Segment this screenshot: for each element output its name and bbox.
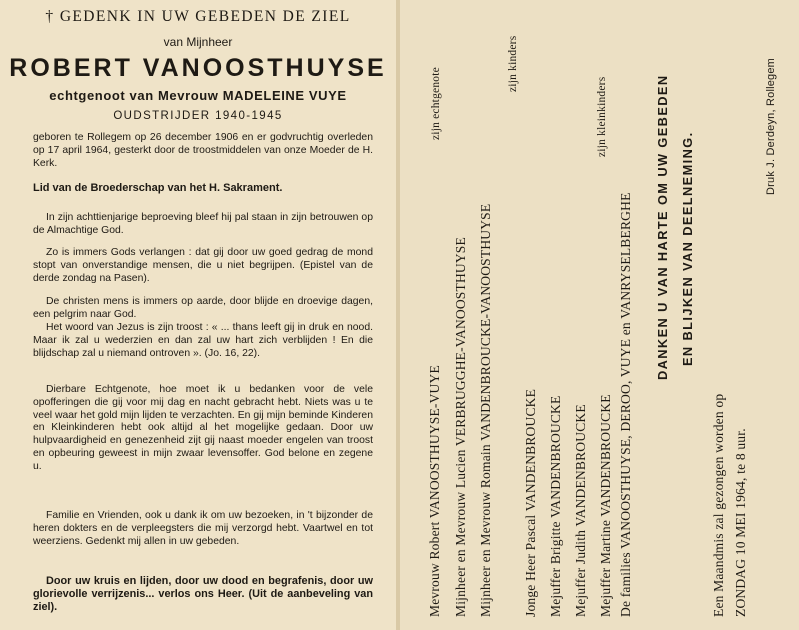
mass-line-1: Een Maandmis zal gezongen worden op [711, 393, 726, 617]
birth-death-text: geboren te Rollegem op 26 december 1906 en er godvruchtig overleden op 17 april 1964, gesterkt door de troostmiddelen van onze Moeder de H. Kerk. [33, 132, 373, 169]
veteran-line: OUDSTRIJDER 1940-1945 [113, 110, 283, 122]
brotherhood-line: Lid van de Broederschap van het H. Sakrament. [33, 182, 283, 194]
mass-line-2: ZONDAG 10 MEI 1964, te 8 uur. [733, 428, 748, 617]
label-children: zijn kinders [507, 35, 519, 92]
thanks-line-2: EN BLIJKEN VAN DEELNEMING. [680, 131, 695, 366]
label-spouse: zijn echtgenote [430, 67, 442, 140]
family-line-2: Mijnheer en Mevrouw Lucien VERBRUGGHE-VANOOSTHUYSE [453, 237, 468, 617]
spouse-line: echtgenoot van Mevrouw MADELEINE VUYE [49, 88, 347, 103]
label-grandchildren: zijn kleinkinders [596, 76, 608, 157]
heading: † GEDENK IN UW GEBEDEN DE ZIEL [45, 8, 351, 25]
thanks-line-1: DANKEN U VAN HARTE OM UW GEBEDEN [655, 74, 670, 380]
family-line-5: Mejuffer Brigitte VANDENBROUCKE [548, 395, 563, 617]
right-panel [400, 0, 799, 630]
paragraph-3: De christen mens is immers op aarde, door blijde en droevige dagen, een pelgrim naar God. [33, 296, 373, 320]
family-line-4: Jonge Heer Pascal VANDENBROUCKE [523, 388, 538, 617]
paragraph-6: Familie en Vrienden, ook u dank ik om uw bezoeken, in 't bijzonder de heren dokters en de verpleegsters die mij verzorgd hebt. Vaartwel en tot weerziens. Gedenkt mij allen in uw gebeden. [33, 510, 373, 547]
paragraph-5: Dierbare Echtgenote, hoe moet ik u bedanken voor de vele opofferingen die gij voor mij dag en nacht gebracht hebt. Niets was u te veel waar het gold mijn lijden te verzachten. En gij mijn beminde Kinderen en Kleinkinderen hebt ook altijd al het mogelijke gedaan. Door uw hulpvaardigheid en genezenheid zijt gij naast moeder engelen van troost en opbeuring geweest in mijn zwaar levensoffer. God belone en zegene u. [33, 384, 373, 472]
deceased-name: ROBERT VANOOSTHUYSE [9, 54, 387, 82]
family-line-8: De families VANOOSTHUYSE, DEROO, VUYE en VANRYSELBERGHE [618, 192, 633, 617]
prayer-paragraph: Door uw kruis en lijden, door uw dood en begrafenis, door uw glorievolle verrijzenis... verlos ons Heer. (Uit de aanbeveling van ziel). [33, 575, 373, 613]
left-panel [0, 0, 396, 630]
paragraph-1: In zijn achttienjarige beproeving bleef hij pal staan in zijn betrouwen op de Almachtige God. [33, 212, 373, 236]
family-line-6: Mejuffer Judith VANDENBROUCKE [573, 404, 588, 617]
family-line-1: Mevrouw Robert VANOOSTHUYSE-VUYE [427, 365, 442, 617]
family-line-7: Mejuffer Martine VANDENBROUCKE [598, 394, 613, 617]
family-line-3: Mijnheer en Mevrouw Romain VANDENBROUCKE-VANOOSTHUYSE [478, 203, 493, 617]
paragraph-2: Zo is immers Gods verlangen : dat gij door uw goed gedrag de mond stopt van onverstandige mensen, die u niet begrijpen. (Epistel van de derde zondag na Pasen). [33, 247, 373, 284]
printer-line: Druk J. Derdeyn, Rollegem [765, 57, 777, 195]
van-mijnheer: van Mijnheer [163, 35, 233, 49]
paragraph-4: Het woord van Jezus is zijn troost : « ... thans leeft gij in druk en nood. Maar ik zal u wederzien en dan zal uw hart zich verblijden ! En die blijdschap zal u niemand ontroven ». (Jo. 16, 22). [33, 322, 373, 359]
